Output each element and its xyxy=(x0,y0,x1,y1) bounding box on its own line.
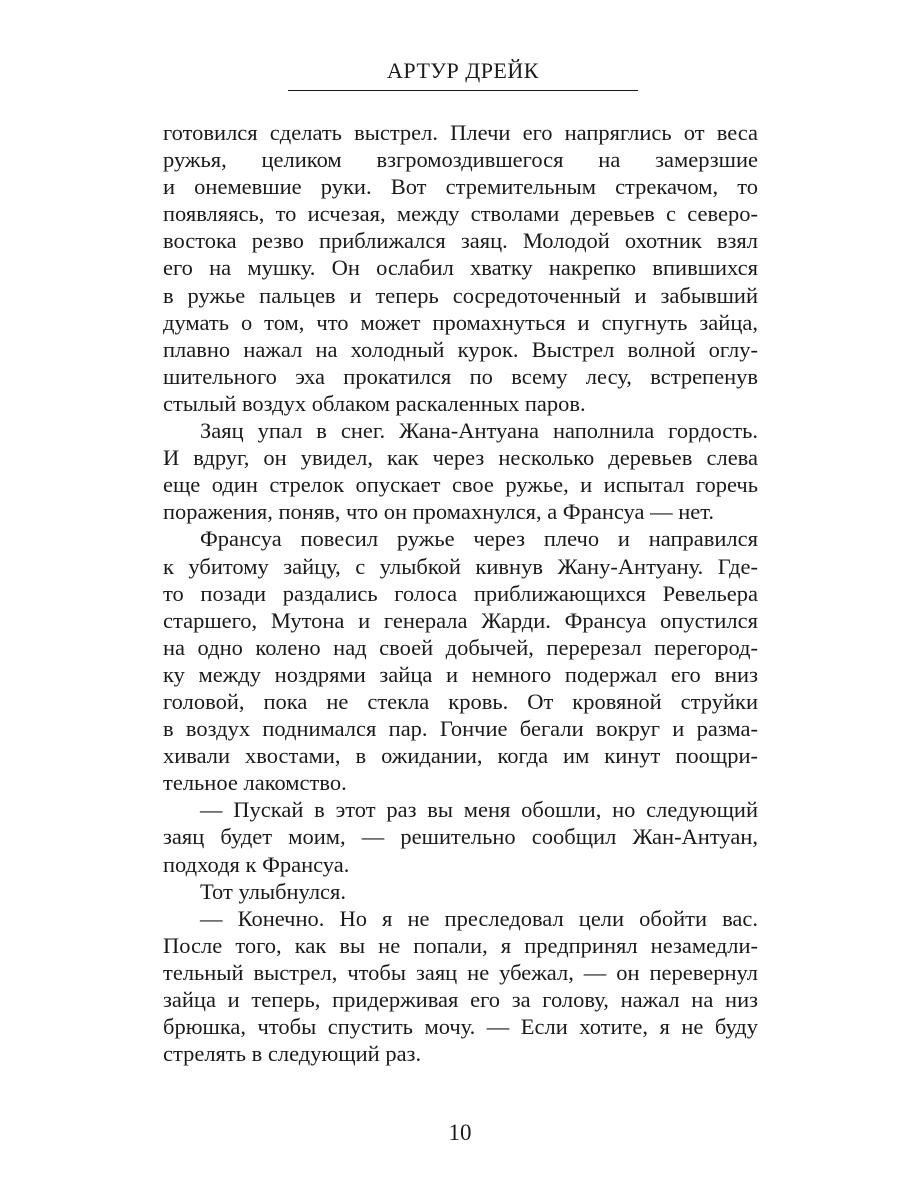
text-line: Заяц упал в снег. Жана-Антуана наполнила гордость. xyxy=(200,418,758,444)
text-line: к убитому зайцу, с улыбкой кивнув Жану-Антуану. Где- xyxy=(163,553,758,579)
text-line: в ружье пальцев и теперь сосредоточенный и забывший xyxy=(163,282,758,308)
text-line: хивали хвостами, в ожидании, когда им кинут поощри- xyxy=(163,743,758,769)
text-line: ку между ноздрями зайца и немного подержал его вниз xyxy=(163,661,758,687)
text-line: брюшка, чтобы спустить мочу. — Если хотите, я не буду xyxy=(163,1014,758,1040)
text-line: старшего, Мутона и генерала Жарди. Франсуа опустился xyxy=(163,607,758,633)
text-line: И вдруг, он увидел, как через несколько деревьев слева xyxy=(163,445,758,471)
text-line: поражения, поняв, что он промахнулся, а Франсуа — нет. xyxy=(163,499,715,525)
text-line: востока резво приближался заяц. Молодой охотник взял xyxy=(163,228,758,254)
text-line: головой, пока не стекла кровь. От кровяной струйки xyxy=(163,688,758,714)
text-line: После того, как вы не попали, я предпринял незамедли- xyxy=(163,932,758,958)
text-line: Тот улыбнулся. xyxy=(200,878,347,904)
header-rule xyxy=(288,90,638,91)
text-line: — Пускай в этот раз вы меня обошли, но следующий xyxy=(200,797,758,823)
text-line: Франсуа повесил ружье через плечо и направился xyxy=(200,526,758,552)
text-line: шительного эха прокатился по всему лесу, встрепенув xyxy=(163,363,758,389)
text-line: ружья, целиком взгромоздившегося на замерзшие xyxy=(163,147,758,173)
text-line: стылый воздух облаком раскаленных паров. xyxy=(163,390,586,416)
text-line: в воздух поднимался пар. Гончие бегали вокруг и разма- xyxy=(163,716,758,742)
text-line: стрелять в следующий раз. xyxy=(163,1041,422,1067)
text-line: подходя к Франсуа. xyxy=(163,851,350,877)
text-line: на одно колено над своей добычей, перерезал перегород- xyxy=(163,634,758,660)
text-line: появляясь, то исчезая, между стволами деревьев с северо- xyxy=(163,201,758,227)
text-line: готовился сделать выстрел. Плечи его напряглись от веса xyxy=(163,120,758,145)
text-line: его на мушку. Он ослабил хватку накрепко впившихся xyxy=(163,255,758,281)
text-line: тельное лакомство. xyxy=(163,770,347,796)
running-head-title: АРТУР ДРЕЙК xyxy=(387,58,539,83)
text-line: заяц будет моим, — решительно сообщил Жан-Антуан, xyxy=(163,824,758,850)
text-line: тельный выстрел, чтобы заяц не убежал, — он перевернул xyxy=(163,959,758,985)
text-line: — Конечно. Но я не преследовал цели обойти вас. xyxy=(200,905,758,931)
text-line: плавно нажал на холодный курок. Выстрел волной оглу- xyxy=(163,336,758,362)
body-text xyxy=(163,119,758,1067)
page-number: 10 xyxy=(448,1120,472,1145)
text-line: зайца и теперь, придерживая его за голову, нажал на низ xyxy=(163,987,758,1012)
text-line: и онемевшие руки. Вот стремительным стрекачом, то xyxy=(163,174,758,200)
text-line: думать о том, что может промахнуться и спугнуть зайца, xyxy=(163,309,758,335)
text-line: то позади раздались голоса приближающихся Ревельера xyxy=(163,580,758,606)
text-line: еще один стрелок опускает свое ружье, и испытал горечь xyxy=(163,472,758,498)
